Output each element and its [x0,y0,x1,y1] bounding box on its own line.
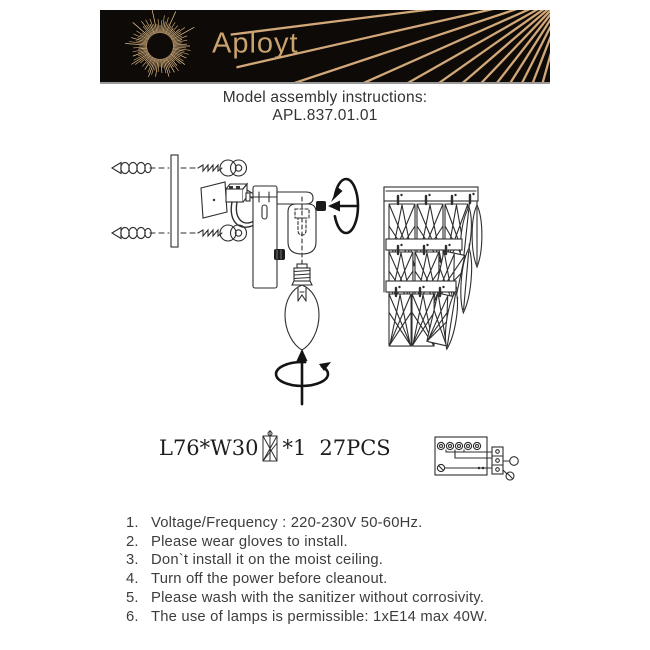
item-text: Please wash with the sanitizer without corrosivity. [151,589,485,606]
sconce-drawing [384,187,482,350]
wiring-diagram [435,437,518,480]
model-code: APL.837.01.01 [272,107,378,124]
item-number: 3. [126,552,139,569]
crystal-count-label: 27PCS [319,436,391,460]
item-number: 4. [126,571,139,588]
wall-anchor-icon [112,227,151,238]
crystal-pendant-icon [472,201,482,267]
wall-anchor-icon [112,162,151,173]
brand-logo-text: Aployt [212,27,299,60]
item-text: Don`t install it on the moist ceiling. [151,552,384,569]
crystal-panel [389,294,411,346]
wall-plate [171,155,178,247]
set-screw [316,201,326,211]
wire [236,202,254,223]
item-text: Please wear gloves to install. [151,533,348,550]
backplate [253,186,277,288]
mounting-diagram [112,155,358,407]
mounting-screw-icon [198,160,247,176]
instruction-item [126,608,488,627]
junction-box [201,182,252,218]
instruction-item [126,551,488,570]
instruction-item [126,570,488,589]
item-text: The use of lamps is permissible: 1xE14 max 40W. [151,608,488,625]
page-title: Model assembly instructions: [222,89,428,106]
light-bulb [285,264,319,350]
instructions-list [126,514,488,626]
lamp-arm [277,192,313,204]
crystal-pendant-icon [260,430,280,462]
crystal-quantity-label: *1 [282,436,307,460]
instruction-item [126,514,488,533]
instruction-item [126,533,488,552]
item-number: 6. [126,608,139,625]
rotation-arrow-icon [276,352,331,404]
rotation-arrow-icon [331,179,358,233]
wire [231,202,254,227]
parts-line [159,430,391,460]
crystal-dimension-label: L76*W30 [159,436,259,460]
thumbscrew-knob [274,249,285,260]
item-text: Voltage/Frequency : 220-230V 50-60Hz. [151,515,423,531]
item-number: 1. [126,515,139,531]
item-text: Turn off the power before cleanout. [151,571,388,588]
mounting-screw-icon [198,225,247,241]
item-number: 5. [126,589,139,606]
item-number: 2. [126,533,139,550]
instruction-item [126,589,488,608]
